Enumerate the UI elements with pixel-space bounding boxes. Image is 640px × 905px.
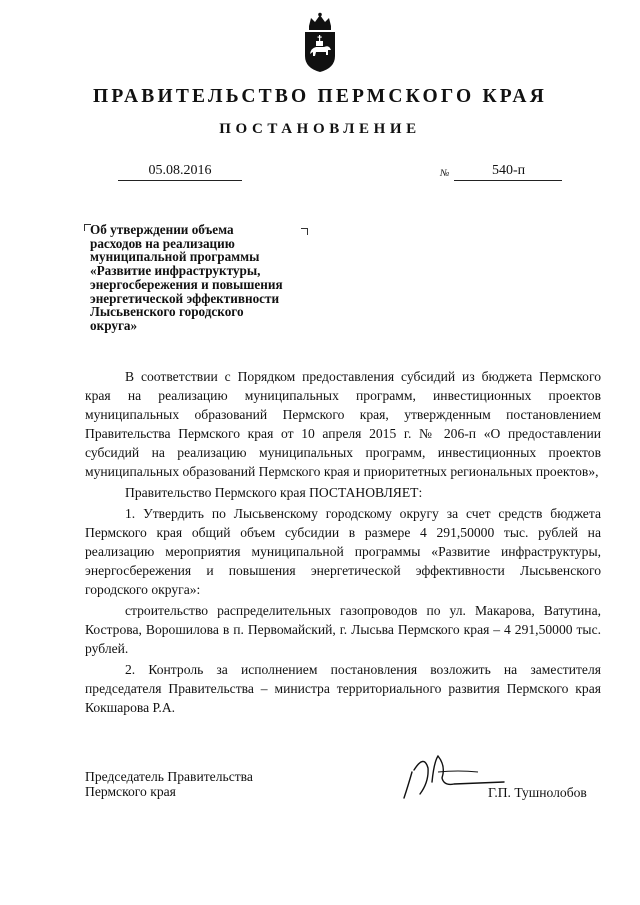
subject-line: «Развитие инфраструктуры,	[90, 263, 261, 279]
document-type: ПОСТАНОВЛЕНИЕ	[219, 121, 421, 137]
subject-line: округа»	[90, 317, 138, 333]
resolution-paragraph: Правительство Пермского края ПОСТАНОВЛЯЕТ:	[125, 485, 423, 500]
subject-line: расходов на реализацию	[90, 235, 235, 251]
government-title: ПРАВИТЕЛЬСТВО ПЕРМСКОГО КРАЯ	[93, 86, 547, 107]
signatory-name: Г.П. Тушнолобов	[488, 785, 587, 800]
subject-line: Лысьвенского городского	[90, 304, 244, 320]
signatory-title-line: Пермского края	[85, 784, 176, 799]
coat-of-arms-icon	[301, 12, 339, 74]
subject-line: Об утверждении объема	[90, 222, 234, 237]
subject-line: энергетической эффективности	[90, 290, 280, 306]
document-body	[85, 367, 601, 717]
construction-paragraph: строительство распределительных газопроводов по ул. Макарова, Ватутина, Кострова, Ворошилова в п. Первомайский, г. Лысьва Пермского края – 4 291,50000 тыс. рублей.	[85, 603, 601, 656]
signatory-title-line: Председатель Правительства	[85, 769, 253, 784]
document-subject	[90, 223, 320, 333]
document-date: 05.08.2016	[118, 163, 242, 181]
subject-line: энергосбережения и повышения	[90, 276, 283, 292]
clause-1-paragraph: 1. Утвердить по Лысьвенскому городскому округу за счет средств бюджета Пермского края общий объем субсидии в размере 4 291,50000 тыс. рублей на реализацию мероприятия муниципальной программы «Развитие инфраструктуры, энергосбережения и повышения энергетической эффективности Лысьвенского городского округа»:	[85, 506, 601, 597]
preamble-paragraph: В соответствии с Порядком предоставления субсидий из бюджета Пермского края на реализацию муниципальных программ, инвестиционных проектов муниципальных образований Пермского края, утвержденным постановлением Правительства Пермского края от 10 апреля 2015 г. № 206-п «О предоставлении субсидий на реализацию муниципальных программ, инвестиционных проектов муниципальных образований Пермского края и приоритетных региональных проектов»,	[85, 369, 601, 479]
signatory-title	[85, 769, 253, 799]
number-sign: №	[440, 168, 450, 179]
clause-2-paragraph: 2. Контроль за исполнением постановления возложить на заместителя председателя Правительства – министра территориального развития Пермского края Кокшарова Р.А.	[85, 662, 601, 715]
document-number: 540-п	[454, 163, 562, 181]
subject-line: муниципальной программы	[90, 249, 260, 265]
